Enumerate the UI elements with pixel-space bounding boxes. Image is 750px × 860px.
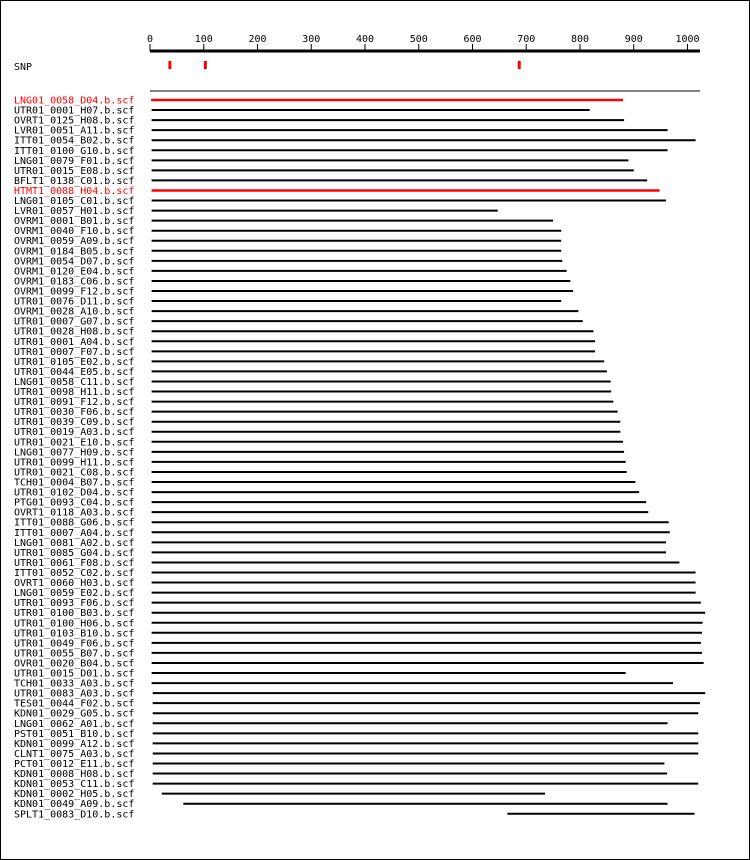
- read-name: ITT01_0088_G06.b.scf: [14, 517, 135, 529]
- read-name: KDN01_0008_H08.b.scf: [14, 769, 135, 781]
- read-row: [14, 809, 694, 820]
- read-name: TCH01_0004_B07.b.scf: [14, 477, 135, 489]
- read-name: UTR01_0001_H07.b.scf: [14, 105, 135, 117]
- read-name: OVRT1_0125_H08.b.scf: [14, 115, 135, 127]
- read-name: LNG01_0081_A02.b.scf: [14, 537, 135, 549]
- read-name: ITT01_0054_B02.b.scf: [14, 135, 135, 147]
- read-name: UTR01_0103_B10.b.scf: [14, 628, 135, 640]
- read-name: UTR01_0007_G07.b.scf: [14, 316, 135, 328]
- read-name: UTR01_0028_H08.b.scf: [14, 326, 135, 338]
- read-name: TES01_0044_F02.b.scf: [14, 698, 135, 710]
- read-name: ITT01_0007_A04.b.scf: [14, 527, 135, 539]
- read-name: UTR01_0030_F06.b.scf: [14, 407, 135, 419]
- read-name: OVRM1_0183_C06.b.scf: [14, 276, 135, 288]
- axis-tick-label: 0: [146, 34, 154, 45]
- read-name: UTR01_0100_B03.b.scf: [14, 608, 135, 620]
- read-name: UTR01_0055_B07.b.scf: [14, 648, 135, 660]
- read-name: UTR01_0083_A03.b.scf: [14, 688, 135, 700]
- read-name: UTR01_0021_E10.b.scf: [14, 437, 135, 449]
- axis-tick-label: 900: [624, 34, 643, 45]
- read-name: OVRM1_0054_D07.b.scf: [14, 256, 135, 268]
- axis-tick-label: 700: [517, 34, 536, 45]
- read-name: KDN01_0002_H05.b.scf: [14, 789, 135, 801]
- read-name: KDN01_0029_G05.b.scf: [14, 708, 135, 720]
- read-name: UTR01_0091_F12.b.scf: [14, 397, 135, 409]
- read-name: OVRT1_0118_A03.b.scf: [14, 507, 135, 519]
- snp-marker: [518, 61, 521, 69]
- snp-label: SNP: [14, 62, 33, 73]
- position-axis: [147, 34, 700, 51]
- snp-marker: [204, 61, 207, 69]
- snp-track: [14, 61, 521, 73]
- read-name: UTR01_0021_C08.b.scf: [14, 467, 135, 479]
- read-name: ITT01_0100_G10.b.scf: [14, 145, 135, 157]
- read-name: OVRM1_0184_B05.b.scf: [14, 246, 135, 258]
- read-name: LNG01_0105_C01.b.scf: [14, 196, 135, 208]
- read-name: PCT01_0012_E11.b.scf: [14, 758, 135, 770]
- read-name: UTR01_0061_F08.b.scf: [14, 557, 135, 569]
- read-name: OVRM1_0120_E04.b.scf: [14, 266, 135, 278]
- axis-tick-label: 500: [409, 34, 428, 45]
- read-name: KDN01_0049_A09.b.scf: [14, 799, 135, 811]
- read-name: UTR01_0105_E02.b.scf: [14, 356, 135, 368]
- read-name: UTR01_0100_H06.b.scf: [14, 618, 135, 630]
- read-name: KDN01_0099_A12.b.scf: [14, 738, 135, 750]
- read-name: UTR01_0019_A03.b.scf: [14, 427, 135, 439]
- read-name: UTR01_0076_D11.b.scf: [14, 296, 135, 308]
- snp-marker: [168, 61, 171, 69]
- read-name: TCH01_0033_A03.b.scf: [14, 678, 135, 690]
- read-name: OVRM1_0001_B01.b.scf: [14, 216, 135, 228]
- read-name: OVR01_0020_B04.b.scf: [14, 658, 135, 670]
- read-name: UTR01_0102_D04.b.scf: [14, 487, 135, 499]
- read-name: UTR01_0015_D01.b.scf: [14, 668, 135, 680]
- read-name: LVR01_0057_H01.b.scf: [14, 206, 135, 218]
- read-name: UTR01_0001_A04.b.scf: [14, 336, 135, 348]
- axis-tick-label: 300: [302, 34, 321, 45]
- read-name: UTR01_0015_E08.b.scf: [14, 165, 135, 177]
- read-name: LNG01_0062_A01.b.scf: [14, 718, 135, 730]
- read-name: PTG01_0093_C04.b.scf: [14, 497, 135, 509]
- axis-tick-label: 400: [355, 34, 375, 45]
- axis-tick-label: 1000: [675, 34, 700, 45]
- read-name: UTR01_0049_F06.b.scf: [14, 638, 135, 650]
- axis-tick-label: 200: [248, 34, 267, 45]
- read-name: UTR01_0099_H11.b.scf: [14, 457, 135, 469]
- read-name: PST01_0051_B10.b.scf: [14, 728, 135, 740]
- read-name: UTR01_0007_F07.b.scf: [14, 346, 135, 358]
- read-name: UTR01_0093_F06.b.scf: [14, 598, 135, 610]
- read-name: LNG01_0077_H09.b.scf: [14, 447, 135, 459]
- read-name: LNG01_0079_F01.b.scf: [14, 155, 135, 167]
- read-name: OVRM1_0099_F12.b.scf: [14, 286, 135, 298]
- read-name: UTR01_0098_H11.b.scf: [14, 387, 135, 399]
- read-name: OVRM1_0059_A09.b.scf: [14, 236, 135, 248]
- snp-markers: [168, 61, 520, 69]
- read-name: UTR01_0085_G04.b.scf: [14, 547, 135, 559]
- axis-tick-label: 100: [194, 34, 213, 45]
- read-name: OVRT1_0060_H03.b.scf: [14, 578, 135, 590]
- read-name: SPLT1_0083_D10.b.scf: [14, 809, 135, 821]
- axis-tick-label: 800: [570, 34, 590, 45]
- read-name: LNG01_0059_E02.b.scf: [14, 588, 135, 600]
- axis-ticks: [147, 34, 700, 51]
- read-name: OVRM1_0028_A10.b.scf: [14, 306, 135, 318]
- read-name: KDN01_0053_C11.b.scf: [14, 779, 135, 791]
- axis-tick-label: 600: [463, 34, 482, 45]
- read-name: HTMT1_0088_H04.b.scf: [14, 185, 135, 197]
- read-name: LVR01_0051_A11.b.scf: [14, 125, 135, 137]
- read-name: UTR01_0044_E05.b.scf: [14, 366, 135, 378]
- read-name: BFLT1_0138_C01.b.scf: [14, 175, 135, 187]
- read-name: LNG01_0058_C11.b.scf: [14, 376, 135, 388]
- read-name: ITT01_0052_C02.b.scf: [14, 567, 135, 579]
- read-name: LNG01_0058_D04.b.scf: [14, 95, 135, 107]
- read-name: CLNT1_0075_A03.b.scf: [14, 748, 135, 760]
- read-name: UTR01_0039_C09.b.scf: [14, 417, 135, 429]
- read-name: OVRM1_0040_F10.b.scf: [14, 226, 135, 238]
- read-list: [14, 96, 705, 821]
